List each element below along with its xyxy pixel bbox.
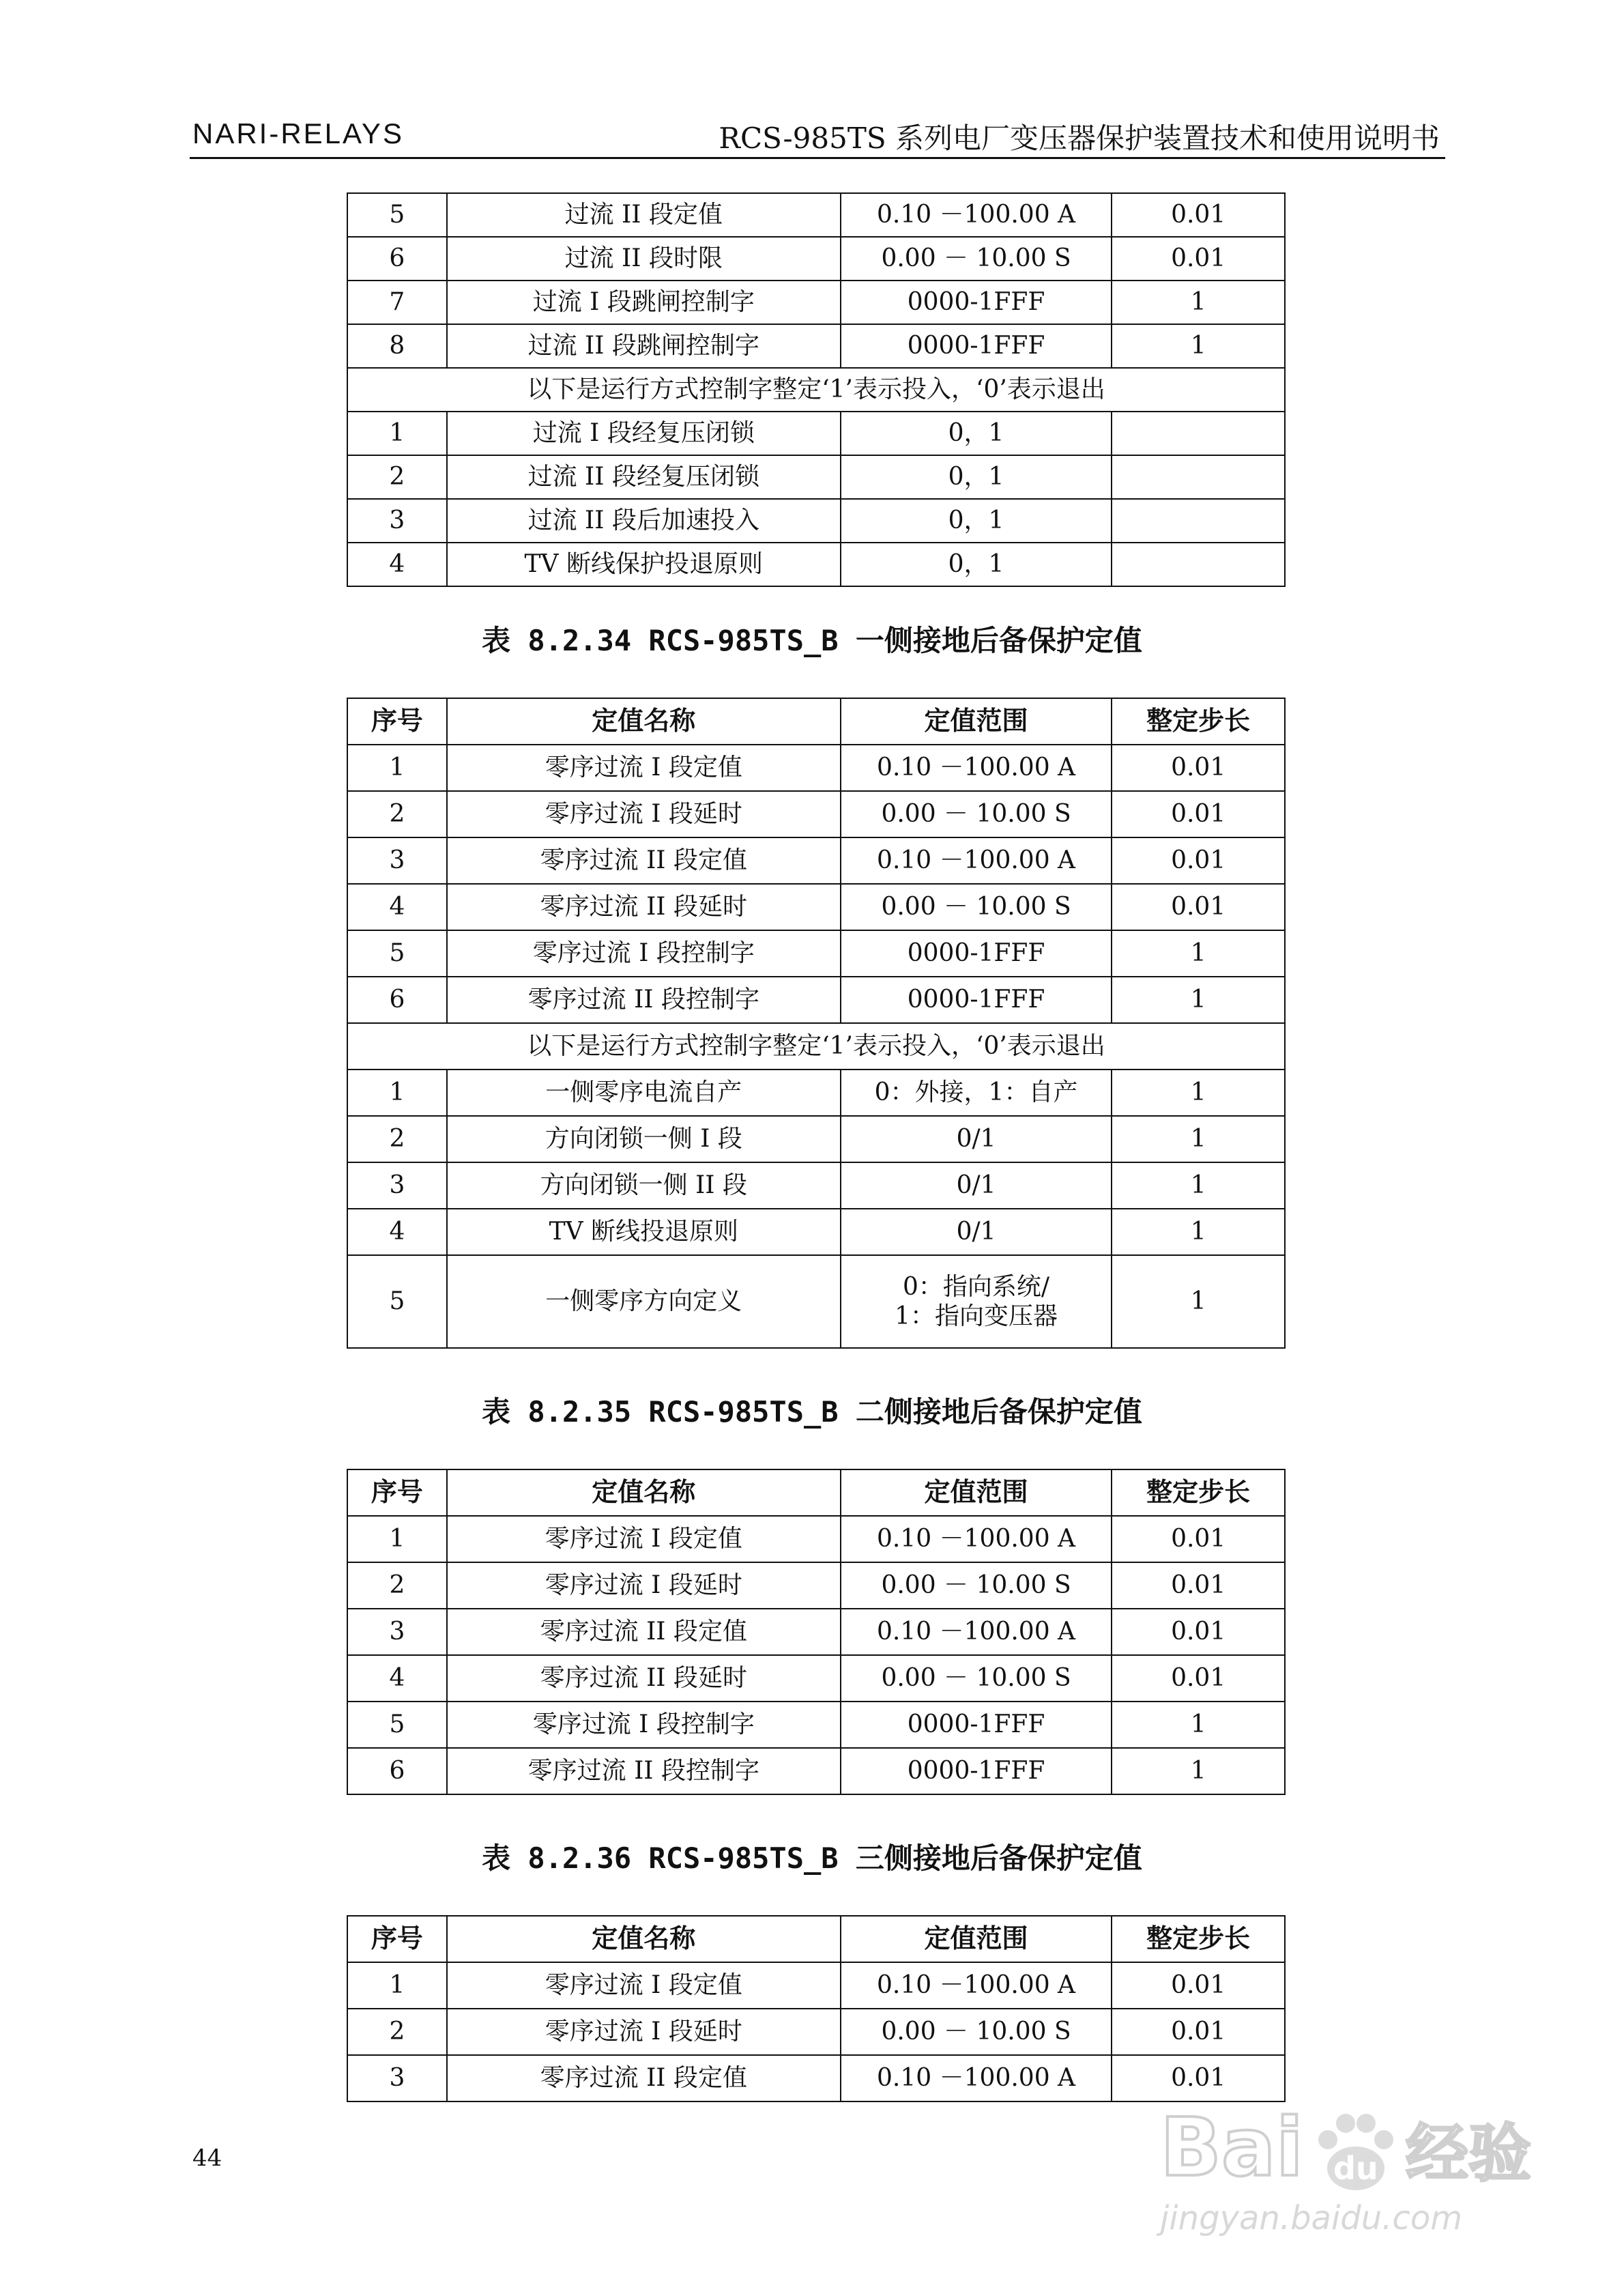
table-row (347, 1748, 1285, 1794)
row-no: 4 (347, 884, 447, 930)
row-name: 零序过流 I 段延时 (447, 1562, 841, 1609)
row-range: 0.10 －100.00 A (841, 745, 1112, 791)
row-name: TV 断线投退原则 (447, 1209, 841, 1255)
row-name: 过流 I 段经复压闭锁 (447, 412, 841, 455)
row-range: 0/1 (841, 1209, 1112, 1255)
row-range: 0：外接，1：自产 (841, 1070, 1112, 1116)
row-step: 1 (1112, 1116, 1285, 1162)
table-row (347, 977, 1285, 1023)
svg-text:经验: 经验 (1406, 2117, 1532, 2190)
row-range: 0，1 (841, 499, 1112, 543)
row-no: 3 (347, 1162, 447, 1209)
table-row (347, 884, 1285, 930)
row-step: 0.01 (1112, 745, 1285, 791)
row-step: 0.01 (1112, 884, 1285, 930)
row-step (1112, 543, 1285, 586)
row-no: 2 (347, 2009, 447, 2055)
table-row (347, 1255, 1285, 1348)
table-row (347, 1609, 1285, 1655)
svg-text:Bai: Bai (1160, 2100, 1304, 2194)
table-row (347, 1070, 1285, 1116)
table-row (347, 2055, 1285, 2101)
row-name: 零序过流 II 段定值 (447, 2055, 841, 2101)
note-row (347, 1023, 1285, 1070)
row-step: 0.01 (1112, 2009, 1285, 2055)
row-range: 0.10 －100.00 A (841, 2055, 1112, 2101)
row-no: 8 (347, 324, 447, 368)
row-name: 零序过流 II 段定值 (447, 837, 841, 884)
row-step: 0.01 (1112, 237, 1285, 281)
row-step: 0.01 (1112, 1962, 1285, 2009)
row-step: 0.01 (1112, 1609, 1285, 1655)
header-doc-title: RCS-985TS 系列电厂变压器保护装置技术和使用说明书 (719, 121, 1440, 155)
row-no: 2 (347, 1562, 447, 1609)
row-no: 1 (347, 412, 447, 455)
row-name: 零序过流 I 段延时 (447, 791, 841, 837)
table-row (347, 543, 1285, 586)
row-no: 3 (347, 499, 447, 543)
row-step: 1 (1112, 930, 1285, 977)
table-row (347, 2009, 1285, 2055)
table-row (347, 1162, 1285, 1209)
table-header-row (347, 698, 1285, 745)
row-no: 2 (347, 1116, 447, 1162)
table-row (347, 324, 1285, 368)
row-range: 0.00 － 10.00 S (841, 1655, 1112, 1702)
table-row (347, 193, 1285, 237)
header-no: 序号 (347, 698, 447, 745)
header-brand: NARI-RELAYS (192, 117, 404, 149)
row-no: 1 (347, 1070, 447, 1116)
row-name: 一侧零序方向定义 (447, 1255, 841, 1348)
row-no: 7 (347, 281, 447, 324)
row-range: 0000-1FFF (841, 324, 1112, 368)
table-row (347, 1702, 1285, 1748)
note-row (347, 368, 1285, 412)
row-range: 0000-1FFF (841, 1748, 1112, 1794)
header-range: 定值范围 (841, 1916, 1112, 1962)
table-36-caption: 表 8.2.36 RCS-985TS_B 三侧接地后备保护定值 (482, 1841, 1142, 1875)
table-34 (347, 698, 1286, 1349)
table-row (347, 745, 1285, 791)
row-step: 1 (1112, 1070, 1285, 1116)
row-no: 2 (347, 791, 447, 837)
continued-settings-table (347, 192, 1286, 587)
table-row (347, 412, 1285, 455)
row-range: 0000-1FFF (841, 930, 1112, 977)
row-step (1112, 499, 1285, 543)
row-range: 0000-1FFF (841, 281, 1112, 324)
row-name: 零序过流 I 段定值 (447, 1962, 841, 2009)
table-36 (347, 1915, 1286, 2102)
row-range: 0.00 － 10.00 S (841, 791, 1112, 837)
row-range: 0.10 －100.00 A (841, 1609, 1112, 1655)
row-name: 零序过流 I 段控制字 (447, 930, 841, 977)
row-no: 6 (347, 237, 447, 281)
row-name: 零序过流 I 段控制字 (447, 1702, 841, 1748)
row-no: 6 (347, 1748, 447, 1794)
range-line-2: 1：指向变压器 (895, 1302, 1058, 1330)
row-no: 3 (347, 837, 447, 884)
table-35-caption: 表 8.2.35 RCS-985TS_B 二侧接地后备保护定值 (482, 1395, 1142, 1429)
row-name: 过流 II 段时限 (447, 237, 841, 281)
range-line-1: 0：指向系统/ (903, 1272, 1050, 1301)
row-step (1112, 455, 1285, 499)
row-step: 1 (1112, 1702, 1285, 1748)
row-no: 4 (347, 1655, 447, 1702)
row-name: 一侧零序电流自产 (447, 1070, 841, 1116)
row-range: 0.00 － 10.00 S (841, 237, 1112, 281)
header-range: 定值范围 (841, 1469, 1112, 1516)
table-35 (347, 1469, 1286, 1795)
row-range: 0.10 －100.00 A (841, 1516, 1112, 1562)
row-name: 零序过流 I 段定值 (447, 745, 841, 791)
row-no: 2 (347, 455, 447, 499)
header-rule (190, 157, 1445, 159)
header-name: 定值名称 (447, 1469, 841, 1516)
row-step: 1 (1112, 281, 1285, 324)
row-name: 过流 I 段跳闸控制字 (447, 281, 841, 324)
row-no: 4 (347, 1209, 447, 1255)
row-name: 零序过流 II 段延时 (447, 1655, 841, 1702)
table-row (347, 1655, 1285, 1702)
row-step: 1 (1112, 1162, 1285, 1209)
table-row (347, 930, 1285, 977)
row-range: 0，1 (841, 543, 1112, 586)
row-step: 0.01 (1112, 837, 1285, 884)
row-no: 5 (347, 193, 447, 237)
control-word-note: 以下是运行方式控制字整定‘1’表示投入，‘0’表示退出 (347, 1023, 1285, 1070)
header-no: 序号 (347, 1469, 447, 1516)
table-row (347, 237, 1285, 281)
table-row (347, 281, 1285, 324)
row-no: 3 (347, 2055, 447, 2101)
table-row (347, 499, 1285, 543)
row-range: 0.10 －100.00 A (841, 193, 1112, 237)
row-step: 0.01 (1112, 1516, 1285, 1562)
row-name: 过流 II 段定值 (447, 193, 841, 237)
row-range: 0，1 (841, 412, 1112, 455)
row-name: 过流 II 段跳闸控制字 (447, 324, 841, 368)
row-range: 0.10 －100.00 A (841, 1962, 1112, 2009)
row-step: 0.01 (1112, 1655, 1285, 1702)
row-name: 零序过流 II 段控制字 (447, 977, 841, 1023)
table-row (347, 1562, 1285, 1609)
row-range: 0000-1FFF (841, 1702, 1112, 1748)
row-no: 1 (347, 745, 447, 791)
row-range: 0.10 －100.00 A (841, 837, 1112, 884)
row-step: 0.01 (1112, 791, 1285, 837)
row-name: 零序过流 II 段控制字 (447, 1748, 841, 1794)
row-no: 5 (347, 930, 447, 977)
table-header-row (347, 1469, 1285, 1516)
row-name: 过流 II 段后加速投入 (447, 499, 841, 543)
baidu-jingyan-watermark-logo (1160, 2099, 1542, 2194)
table-row (347, 837, 1285, 884)
table-row (347, 1962, 1285, 2009)
row-no: 5 (347, 1255, 447, 1348)
table-34-caption: 表 8.2.34 RCS-985TS_B 一侧接地后备保护定值 (482, 624, 1142, 657)
row-no: 1 (347, 1962, 447, 2009)
watermark-url: jingyan.baidu.com (1160, 2199, 1462, 2237)
table-row (347, 1516, 1285, 1562)
row-no: 5 (347, 1702, 447, 1748)
header-no: 序号 (347, 1916, 447, 1962)
row-step: 1 (1112, 324, 1285, 368)
control-word-note: 以下是运行方式控制字整定‘1’表示投入，‘0’表示退出 (347, 368, 1285, 412)
row-step: 0.01 (1112, 2055, 1285, 2101)
header-step: 整定步长 (1112, 698, 1285, 745)
row-step: 0.01 (1112, 1562, 1285, 1609)
table-row (347, 1209, 1285, 1255)
row-step: 1 (1112, 1255, 1285, 1348)
row-range (841, 1255, 1112, 1348)
header-name: 定值名称 (447, 698, 841, 745)
row-step: 0.01 (1112, 193, 1285, 237)
row-range: 0/1 (841, 1116, 1112, 1162)
row-no: 6 (347, 977, 447, 1023)
row-name: 零序过流 II 段定值 (447, 1609, 841, 1655)
row-step: 1 (1112, 1748, 1285, 1794)
row-step: 1 (1112, 1209, 1285, 1255)
row-range: 0.00 － 10.00 S (841, 884, 1112, 930)
table-row (347, 455, 1285, 499)
row-step: 1 (1112, 977, 1285, 1023)
header-range: 定值范围 (841, 698, 1112, 745)
row-step (1112, 412, 1285, 455)
table-header-row (347, 1916, 1285, 1962)
svg-text:du: du (1333, 2150, 1378, 2187)
row-range: 0.00 － 10.00 S (841, 1562, 1112, 1609)
row-range: 0/1 (841, 1162, 1112, 1209)
row-name: 方向闭锁一侧 II 段 (447, 1162, 841, 1209)
row-name: 零序过流 I 段延时 (447, 2009, 841, 2055)
row-no: 1 (347, 1516, 447, 1562)
header-name: 定值名称 (447, 1916, 841, 1962)
row-name: 零序过流 II 段延时 (447, 884, 841, 930)
header-step: 整定步长 (1112, 1916, 1285, 1962)
page-number: 44 (192, 2144, 222, 2172)
paw-icon (1318, 2114, 1393, 2190)
header-step: 整定步长 (1112, 1469, 1285, 1516)
row-name: 零序过流 I 段定值 (447, 1516, 841, 1562)
table-row (347, 791, 1285, 837)
row-range: 0.00 － 10.00 S (841, 2009, 1112, 2055)
row-name: 过流 II 段经复压闭锁 (447, 455, 841, 499)
row-name: 方向闭锁一侧 I 段 (447, 1116, 841, 1162)
row-range: 0000-1FFF (841, 977, 1112, 1023)
row-range: 0，1 (841, 455, 1112, 499)
row-name: TV 断线保护投退原则 (447, 543, 841, 586)
table-row (347, 1116, 1285, 1162)
row-no: 4 (347, 543, 447, 586)
row-no: 3 (347, 1609, 447, 1655)
